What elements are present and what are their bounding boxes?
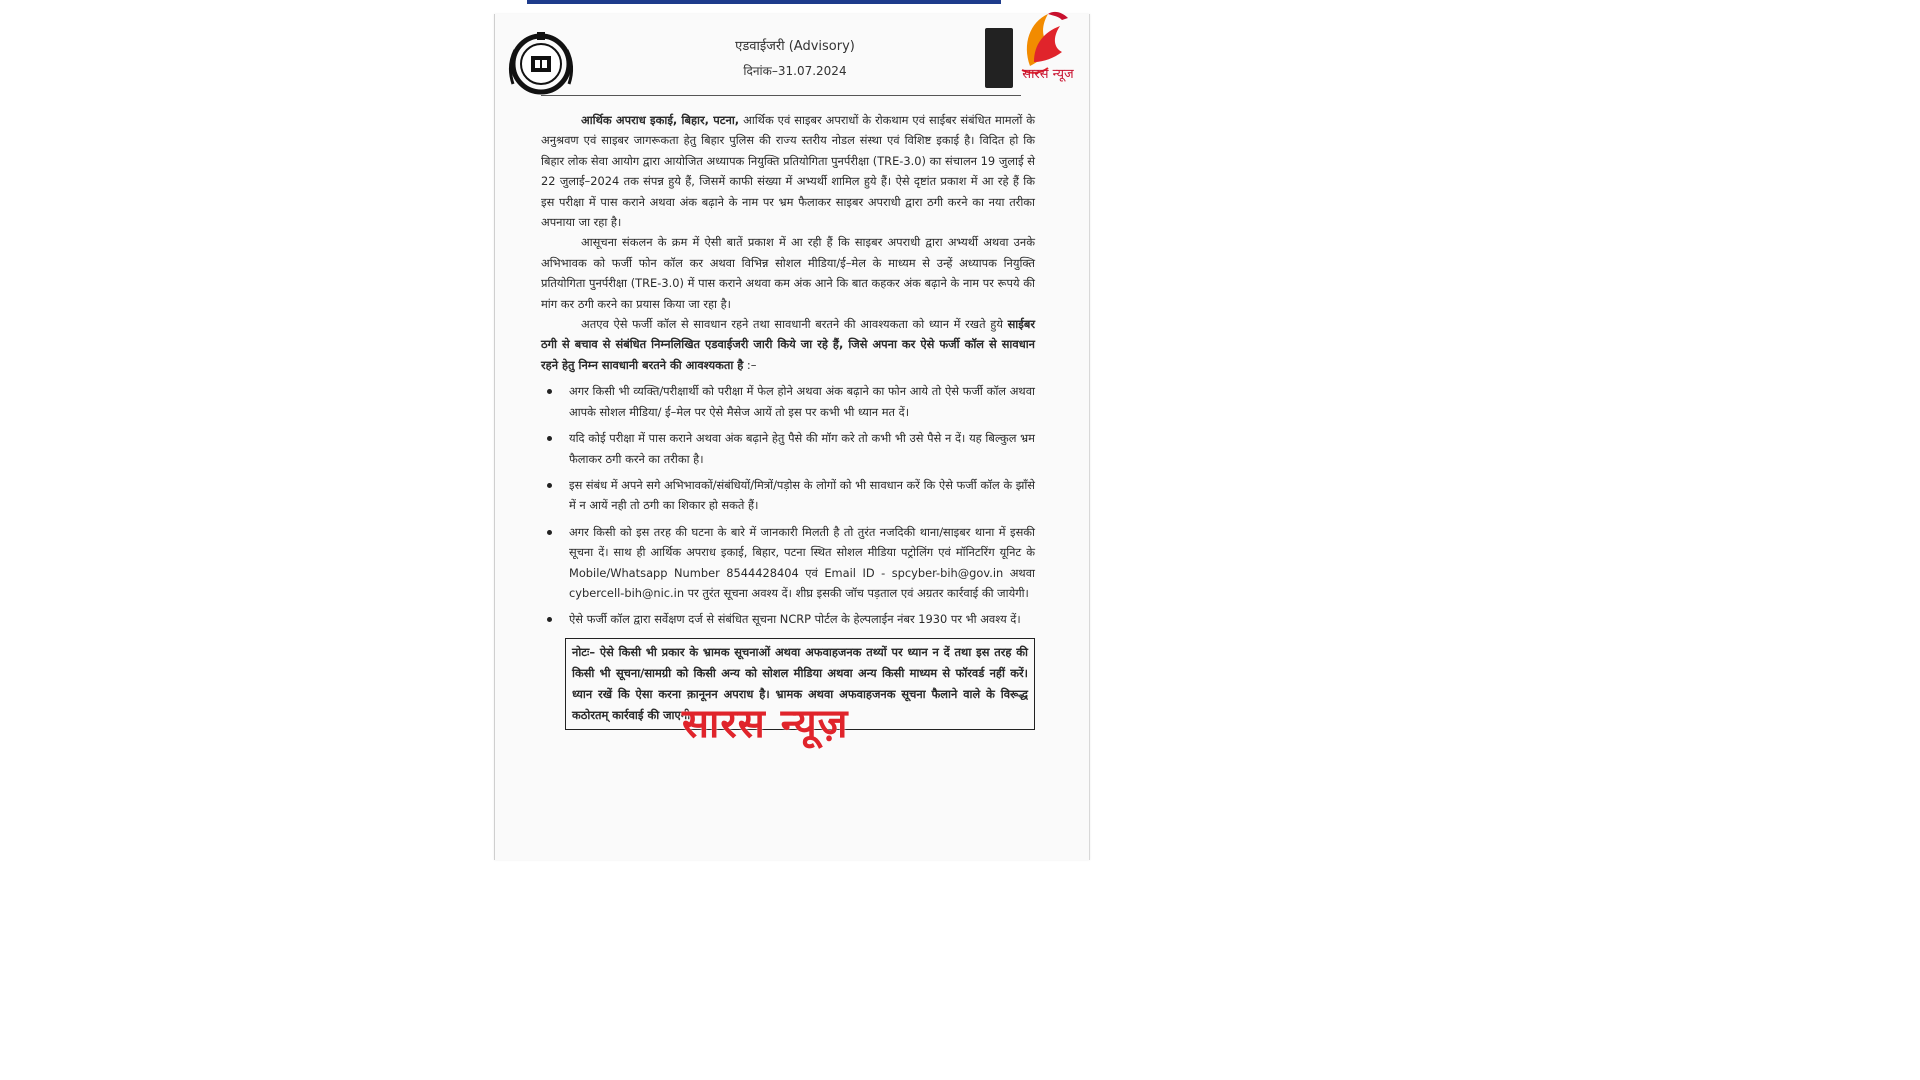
paragraph-2: आसूचना संकलन के क्रम में ऐसी बातें प्रकाश में आ रही हैं कि साइबर अपराधी द्वारा अभ्यर्थी अथवा उनके अभिभावक को फर्जी फोन कॉल कर अथवा विभिन्न सोशल मीडिया/ई–मेल के माध्यम से उन्हें अध्यापक नियुक्ति प्रतियोगिता पुनर्परीक्षा (TRE-3.0) में पास कराने अथवा कम अंक आने कि बात कहकर अंक बढ़ाने के नाम पर रूपये की मांग कर ठगी करने का प्रयास किया जा रहा है। [541, 235, 1035, 311]
list-item: ऐसे फर्जी कॉल द्वारा सर्वेक्षण दर्ज से संबंधित सूचना NCRP पोर्टल के हेल्पलाईन नंबर 1930 पर भी अवश्य दें। [541, 609, 1035, 629]
document-date: दिनांक–31.07.2024 [743, 64, 847, 78]
top-accent-bar [527, 0, 1001, 4]
list-item: इस संबंध में अपने सगे अभिभावकों/संबंधियों/मित्रों/पड़ोस के लोगों को भी सावधान करें कि ऐसे फर्जी कॉल के झाँसे में न आयें नही तो ठगी का शिकार हो सकते हैं। [541, 475, 1035, 516]
brand-watermark: सारस न्यूज़ [682, 701, 849, 747]
paragraph-3-end: :– [743, 357, 757, 372]
paragraph-1-text: आर्थिक एवं साइबर अपराधों के रोकथाम एवं साईबर संबंधित मामलों के अनुश्रवण एवं साइबर जागरूकता हेतु बिहार पुलिस की राज्य स्तरीय नोडल संस्था एवं विशिष्ट इकाई है। विदित हो कि बिहार लोक सेवा आयोग द्वारा आयोजित अध्यापक नियुक्ति प्रतियोगिता पुनर्परीक्षा (TRE-3.0) का संचालन 19 जुलाई से 22 जुलाई–2024 तक संपन्न हुये हैं, जिसमें काफी संख्या में अभ्यर्थी शामिल हुये हैं। ऐसे दृष्टांत प्रकाश में आ रहे हैं कि इस परीक्षा में पास कराने अथवा अंक बढ़ाने के नाम पर भ्रम फैलाकर साइबर अपराधी द्वारा ठगी करने का नया तरीका अपनाया जा रहा है। [541, 113, 1035, 230]
paragraph-3-start: अतएव ऐसे फर्जी कॉल से सावधान रहने तथा सावधानी बरतने की आवश्यकता को ध्यान में रखते हुये [581, 317, 1008, 332]
list-item: अगर किसी को इस तरह की घटना के बारे में जानकारी मिलती है तो तुरंत नजदिकी थाना/साइबर थाना में इसकी सूचना दें। साथ ही आर्थिक अपराध इकाई, बिहार, पटना स्थित सोशल मीडिया पट्रोलिंग एवं मॉनिटरिंग यूनिट के Mobile/Whatsapp Number 8544428404 एवं Email ID - spcyber-bih@gov.in अथवा cybercell-bih@nic.in पर तुरंत सूचना अवश्य दें। शीघ्र इसकी जॉच पड़ताल एवं अग्रतर कार्रवाई की जायेगी। [541, 522, 1035, 604]
document-title: एडवाईजरी (Advisory) [735, 39, 855, 54]
brand-name: सारस न्यूज [1022, 67, 1074, 82]
header-divider [541, 95, 1021, 96]
police-emblem-icon [505, 26, 577, 98]
list-item: अगर किसी भी व्यक्ति/परीक्षार्थी को परीक्षा में फेल होने अथवा अंक बढ़ाने का फोन आये तो ऐसे फर्जी कॉल अथवा आपके सोशल मीडिया/ ई–मेल पर ऐसे मैसेज आयें तो इस पर कभी भी ध्यान मत दें। [541, 381, 1035, 422]
paragraph-3-bold: साईबर ठगी से बचाव से संबंधित निम्नलिखित एडवाईजरी जारी किये जा रहे हैं, जिसे अपना कर ऐसे फर्जी कॉल से सावधान रहने हेतु निम्न सावधानी बरतने की आवश्यकता है [541, 317, 1035, 372]
note-box: नोटः– ऐसे किसी भी प्रकार के भ्रामक सूचनाओं अथवा अफवाहजनक तथ्यों पर ध्यान न दें तथा इस तरह की किसी भी सूचना/सामग्री को किसी अन्य को सोशल मीडिया अथवा अन्य किसी माध्यम से फॉरवर्ड नहीं करें। ध्यान रखें कि ऐसा करना क़ानूनन अपराध है। भ्रामक अथवा अफवाहजनक सूचना फैलाने वाले के विरूद्ध कठोरतम् कार्रवाई की जाएगी। [565, 638, 1035, 730]
list-item: यदि कोई परीक्षा में पास कराने अथवा अंक बढ़ाने हेतु पैसे की मॉग करे तो कभी भी उसे पैसे न दें। यह बिल्कुल भ्रम फैलाकर ठगी करने का तरीका है। [541, 428, 1035, 469]
paragraph-1 [541, 110, 1035, 232]
paragraph-3 [541, 314, 1035, 375]
document-body [541, 110, 1035, 730]
advisory-list [541, 381, 1035, 629]
paragraph-1-lead: आर्थिक अपराध इकाई, बिहार, पटना, [581, 113, 740, 127]
